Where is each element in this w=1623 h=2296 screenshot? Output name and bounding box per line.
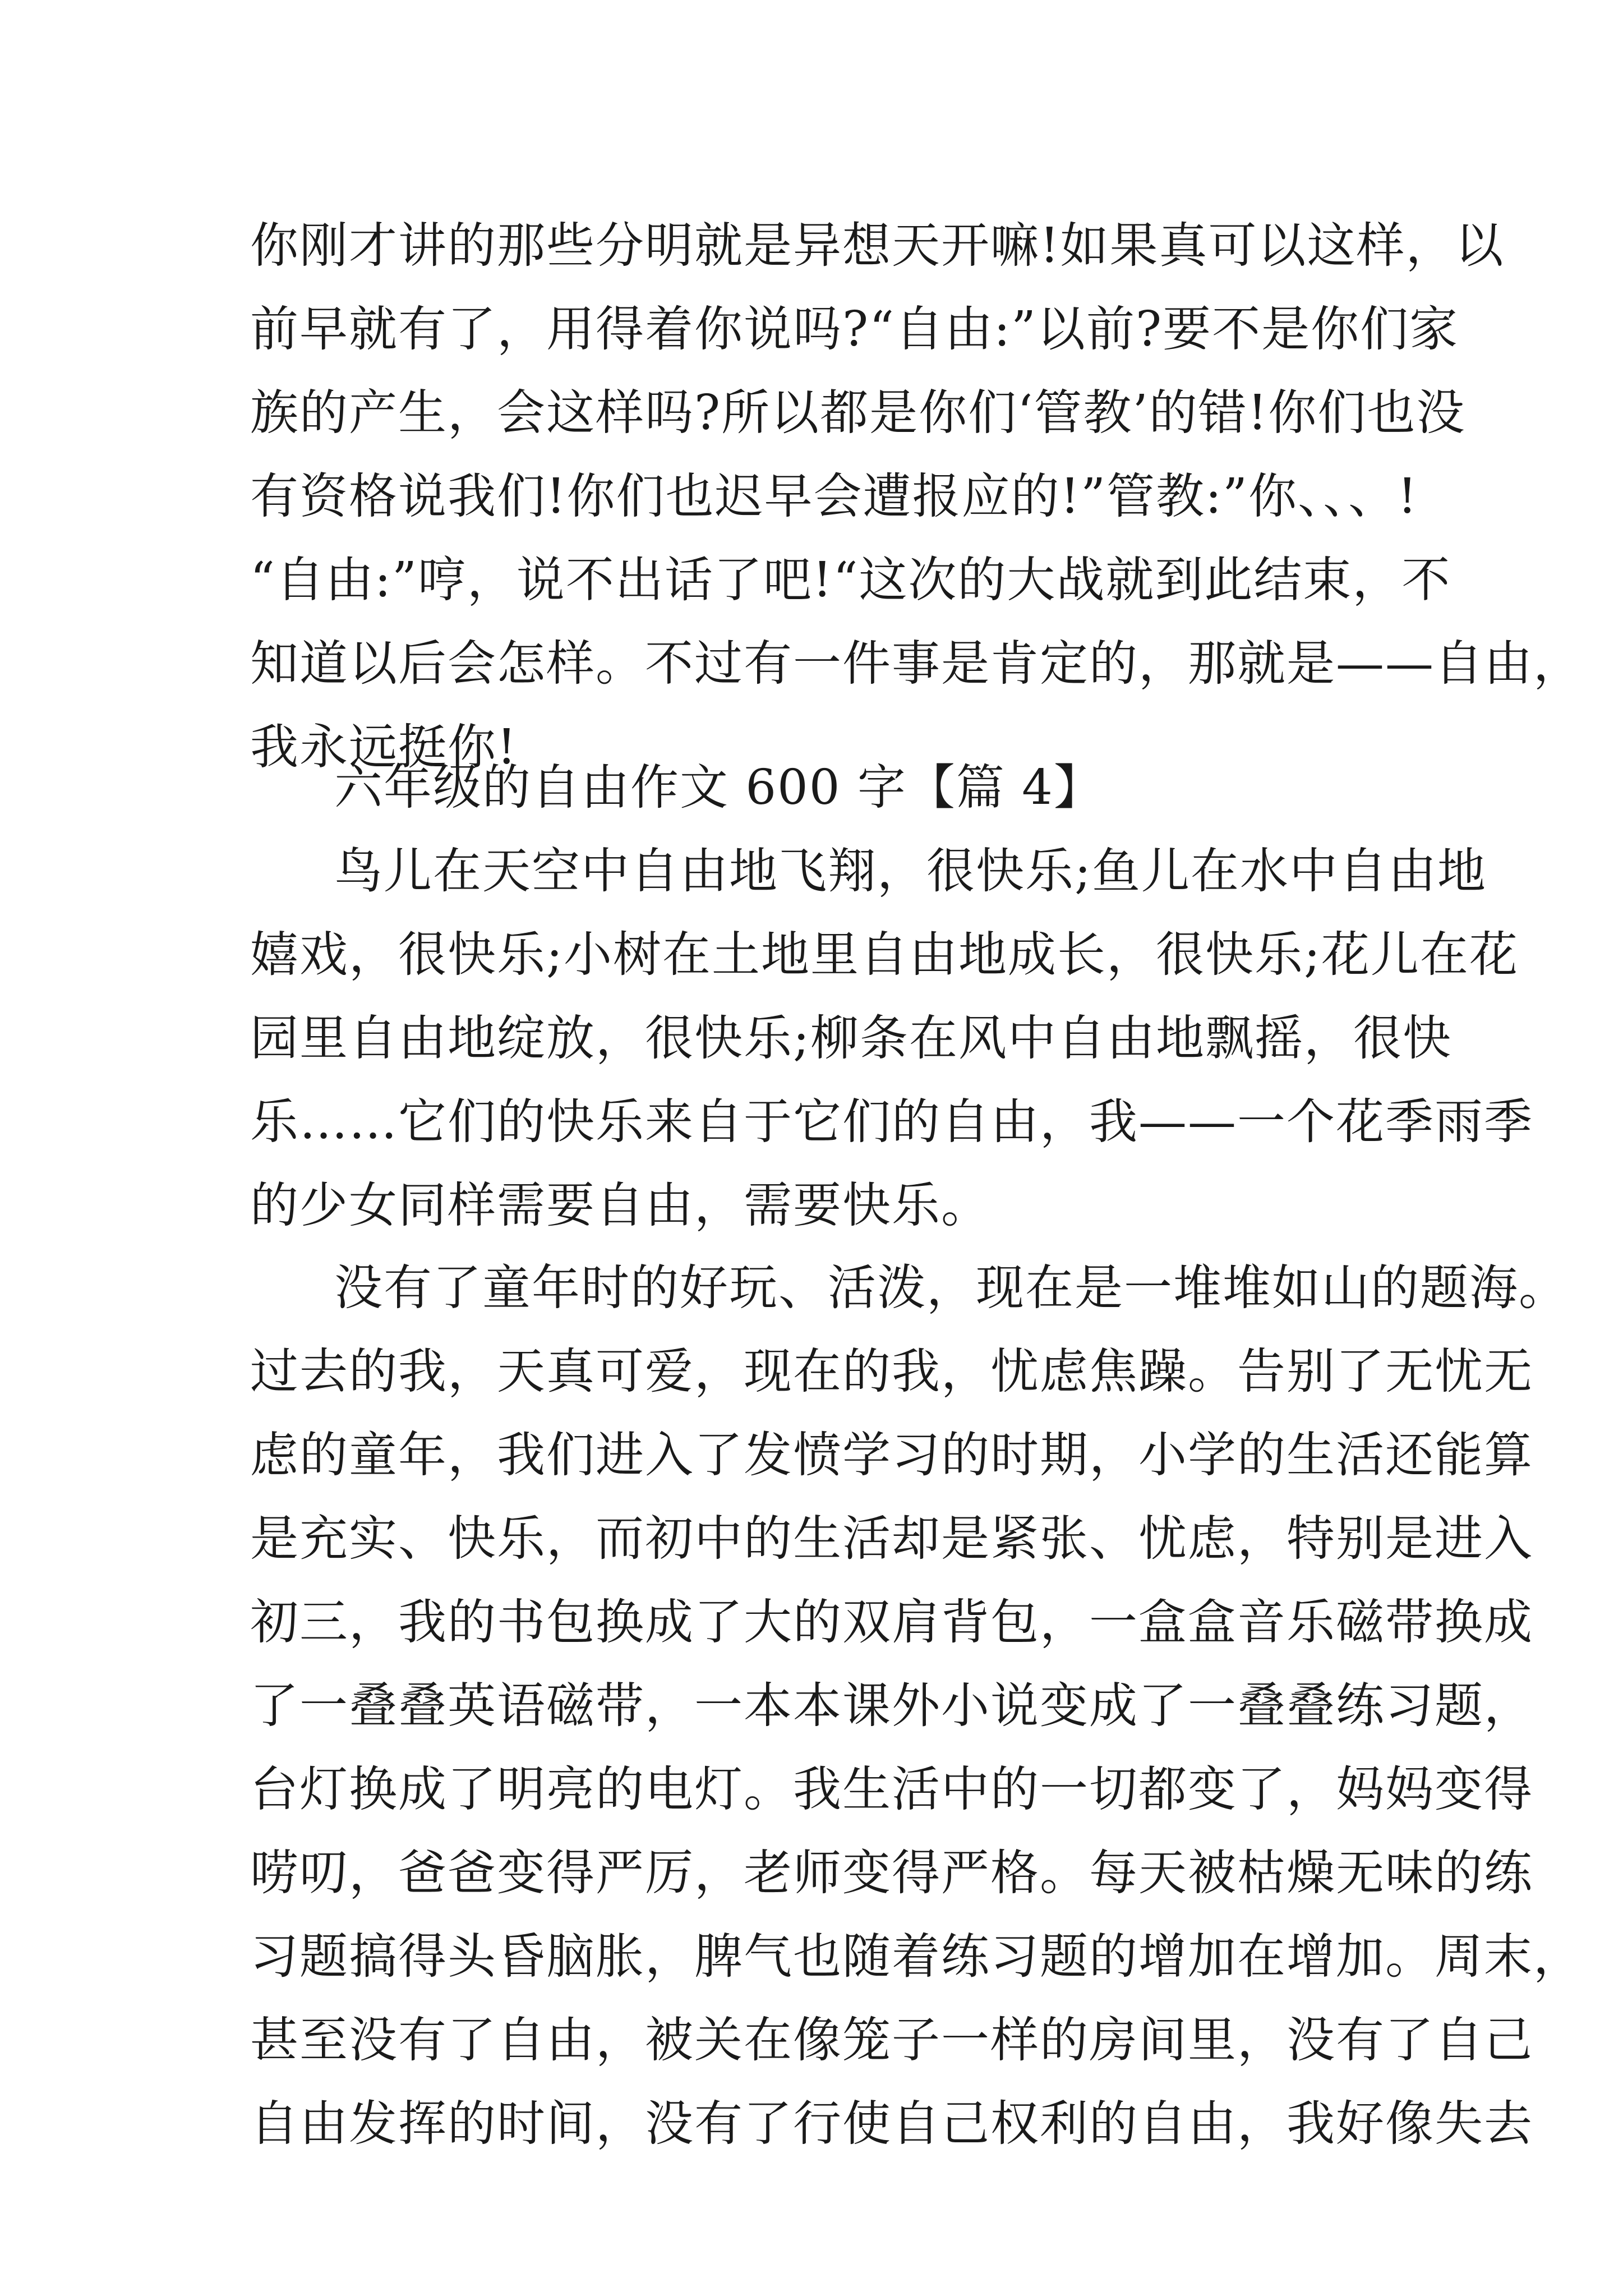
text-line: 没有了童年时的好玩、活泼，现在是一堆堆如山的题海。 (334, 1260, 1568, 1316)
text-line: 过去的我，天真可爱，现在的我，忧虑焦躁。告别了无忧无 (250, 1343, 1533, 1400)
text-line: 嬉戏，很快乐;小树在土地里自由地成长，很快乐;花儿在花 (250, 927, 1519, 983)
section-heading: 六年级的自由作文 600 字【篇 4】 (334, 760, 1103, 816)
text-line: 的少女同样需要自由，需要快乐。 (250, 1177, 990, 1234)
text-line: 你刚才讲的那些分明就是异想天开嘛!如果真可以这样，以 (250, 218, 1505, 274)
text-line: 初三，我的书包换成了大的双肩背包，一盒盒音乐磁带换成 (250, 1594, 1533, 1650)
text-line: 前早就有了，用得着你说吗?“自由:”以前?要不是你们家 (250, 301, 1459, 357)
text-line: 唠叨，爸爸变得严厉，老师变得严格。每天被枯燥无味的练 (250, 1845, 1533, 1901)
text-line: 了一叠叠英语磁带，一本本课外小说变成了一叠叠练习题， (250, 1678, 1533, 1734)
text-line: 园里自由地绽放，很快乐;柳条在风中自由地飘摇，很快 (250, 1010, 1452, 1066)
text-line: 甚至没有了自由，被关在像笼子一样的房间里，没有了自己 (250, 2012, 1533, 2068)
paragraph-1 (250, 204, 1583, 789)
text-line: 有资格说我们!你们也迟早会遭报应的!”管教:”你、、、! (250, 468, 1418, 524)
text-line: 乐……它们的快乐来自于它们的自由，我——一个花季雨季 (250, 1094, 1533, 1150)
text-line: 我永远挺你! (250, 719, 518, 775)
paragraph-3 (250, 1246, 1583, 2166)
text-line: “自由:”哼，说不出话了吧!“这次的大战就到此结束，不 (250, 552, 1451, 608)
text-line: 虑的童年，我们进入了发愤学习的时期，小学的生活还能算 (250, 1427, 1533, 1483)
text-line: 是充实、快乐，而初中的生活却是紧张、忧虑，特别是进入 (250, 1511, 1533, 1567)
text-line: 习题搞得头昏脑胀，脾气也随着练习题的增加在增加。周末， (250, 1929, 1583, 1985)
section-heading-block (250, 746, 1383, 830)
text-line: 台灯换成了明亮的电灯。我生活中的一切都变了，妈妈变得 (250, 1761, 1533, 1818)
paragraph-2 (250, 830, 1533, 1248)
text-line: 自由发挥的时间，没有了行使自己权利的自由，我好像失去 (250, 2096, 1533, 2152)
text-line: 鸟儿在天空中自由地飞翔，很快乐;鱼儿在水中自由地 (334, 843, 1487, 899)
text-line: 知道以后会怎样。不过有一件事是肯定的，那就是——自由， (250, 636, 1583, 692)
text-line: 族的产生，会这样吗?所以都是你们‘管教’的错!你们也没 (250, 385, 1466, 441)
